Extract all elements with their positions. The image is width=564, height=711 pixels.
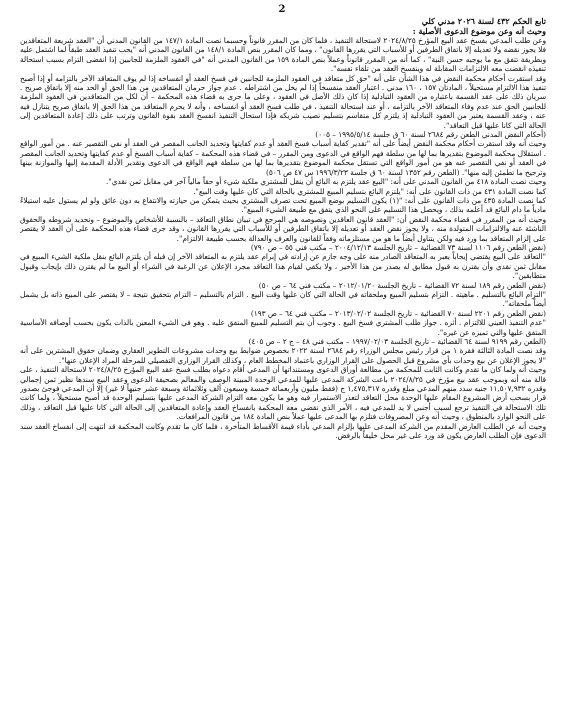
paragraph: (أحكام النقض المدني الطعن رقم ٢٦٨٤ لسنة ٦٠ ق جلسة ١٩٩٥/٥/١٤ – ٠٠٥) xyxy=(315,130,546,140)
paragraph: "عدم التنفيذ العيني للالتزام . أثره . جواز طلب المشتري فسخ البيع . وجوب أن يتم التسليم للمبيع المتفق عليه . وهو في الشيء المعين بالذات يكون بحسب أوصافه الأساسية المتفق عليها والتي تميزه عن غيره". xyxy=(20,318,546,337)
document-body xyxy=(20,16,546,707)
paragraph: كما نصت المادة ٤٣٥ من ذات القانون على أنه: "(١) يكون التسليم بوضع المبيع تحت تصرف المشتري بحيث يتمكن من حيازته والانتفاع به دون عائق ولو لم يستول عليه استيلاءً مادياً ما دام البائع قد أعلمه بذلك ، ويحصل هذا التسليم على النحو الذي يتفق مع طبيعة الشيء المبيع". xyxy=(20,195,546,215)
paragraph: وقد نصت المادة الثالثة فقرة ١ من قرار رئيس مجلس الوزراء رقم ٢٦٨٤ لسنة ٢٠٢٢ بخصوص ضوابط بيع وحدات مشروعات التطوير العقاري وضمان حقوق المشترين على أنه "لا يجوز الإعلان عن بيع وحدات بأي مشروع قبل الحصول على القرار الوزاري باعتماد المخطط العام ، وكذلك القرار الوزاري التفصيلي للمرحلة المراد الإعلان عنها". xyxy=(20,346,546,365)
paragraph: (نقض الطعن رقم ٢٢٠١ لسنة ٧٠ القضائية – تاريخ الجلسة ٢٠١٣/٠٢/٠٢ – مكتب فني ٦٤ – ص ١٩٣) xyxy=(250,308,546,318)
paragraph: وقد استقرت أحكام محكمة النقض في هذا الشأن على أنه "حق كل متعاقد في العقود الملزمة للجانبين في فسخ العقد أو انفساخه إذا لم يوف المتعاقد الآخر بالتزامه أو إذا أصبح تنفيذ هذا الالتزام مستحيلاً ، المادتان ١٥٧ ، ١٦٠ مدني . اعتبار العقد منفسخاً إذا لم يخل من اشتراطه . عدم جواز حرمان المتعاقدين من هذا الحق أو الحد منه إلا باتفاق صريح . سريان ذلك على عقد القسمة باعتباره من العقود التبادلية إذا كان ذلك الأصل في العقود ، وعلى ما جرى به قضاء هذه المحكمة – أن لكل من المتعاقدين في العقود الملزمة للجانبين الحق عند عدم وفاء المتعاقد الآخر بالتزامه ، أو عند استحالة التنفيذ ، في طلب فسخ العقد أو انفساخه ، وأنه لا يحرم المتعاقد من هذا الحق إلا باتفاق صريح يتنازل فيه عنه ، وعقد القسمة يعتبر من العقود التبادلية إذ يلتزم كل متقاسم بتسليم نصيب شريكه فإذا استحال التنفيذ انفسخ العقد بقوة القانون وترتب على ذلك إعادة المتعاقدين إلى الحالة التي كانا عليها قبل التعاقد". xyxy=(20,73,546,130)
paragraph: وحيث أنه ولما كان ما تقدم وكانت الثابت للمحكمة من مطالعة أوراق الدعوى ومستنداتها أن المدعي أقام دعواه بطلب فسخ عقد البيع المؤرخ ٢٠٢٤/٨/٢٥ لاستحالة التنفيذ ، على قالة منه أنه وبموجب عقد بيع مؤرخ في ٢٠٢٤/٨/٢٥ باعت الشركة المدعى عليها للمدعي الوحدة المبينة الوصف والمعالم بصحيفة الدعوى وعقد البيع سندها نظير ثمن إجمالي وقدره ١١,٥٠٧,٩٣٢ جنيه سدد منهم المدعي مبلغ وقدره ١,٤٧٥,٣١٧ ج (فقط مليون وأربعمائة خمسة وسبعون ألف وثلاثمائة وسبعة عشر جنيهاً لا غير) إلا أن المدعي فوجئ بصدور قرار بسحب أرض المشروع المقام عليها الوحدة محل التعاقد لتعذر الاستمرار فيه وهو ما يكون معه التزام الشركة المدعى عليها بتسليم الوحدة قد أصبح مستحيلاً ، ولما كانت تلك الاستحالة في التنفيذ ترجع لسبب أجنبي لا يد للمدعي فيه ، الأمر الذي تقضي معه المحكمة بانفساخ العقد وإعادة المتعاقدين إلى الحالة التي كانا عليها قبل التعاقد ، وذلك على النحو الوارد بالمنطوق ، وحيث أنه وعن المصروفات فتلزم بها المدعى عليها عملاً بنص المادة ١٨٤ من قانون المرافعات. xyxy=(20,365,546,422)
document-header-title: تابع الحكم ٤٣٢ لسنة ٢٠٢٦ مدني كلي xyxy=(421,16,546,26)
paragraph: (الطعن رقم ٩١٩٩ لسنة ٦٤ القضائية – تاريخ الجلسة ١٩٩٧/٠٢/٠٣ – مكتب فني ٤٨ – ج ٢ – ص ٤٠٥) xyxy=(248,337,546,346)
paragraph: وعن طلب المدعي بفسخ عقد البيع المؤرخ ٢٠٢٤/٨/٢٥ لاستحالة التنفيذ ، فلما كان من المقرر قانوناً وحسبما نصت المادة ١٤٧/١ من القانون المدني أن "العقد شريعة المتعاقدين فلا يجوز نقضه ولا تعديله إلا باتفاق الطرفين أو للأسباب التي يقررها القانون" ، ومما كان المقرر بنص المادة ١٤٨/١ من القانون المدني أنه "يجب تنفيذ العقد طبقاً لما اشتمل عليه وبطريقة تتفق مع ما يوجبه حسن النية" ، كما أنه من المقرر قانوناً وعملاً بنص المادة ١٥٩ من القانون المدني أنه "في العقود الملزمة للجانبين إذا انقضى التزام بسبب استحالة تنفيذه انقضت معه الالتزامات المقابلة له وينفسخ العقد من تلقاء نفسه". xyxy=(20,36,546,74)
paragraph: (نقض الطعن رقم ١٨٩ لسنة ٧٢ القضائية – تاريخ الجلسة ٢٠١٢/٠١/٢٠ – مكتب فني ٦٤ – ص ٥٠) xyxy=(258,280,546,290)
paragraph-list xyxy=(20,36,546,440)
paragraph: وحيث أنه وقد استقرت أحكام محكمة النقض أيضاً على أنه "تقدير كفاية أسباب فسخ العقد أو عدم كفايتها وتحديد الجانب المقصر في العقد أو نفي التقصير عنه . من أمور الواقع . استقلال محكمة الموضوع بتقديرها بما لها من سلطة فهم الواقع في الدعوى ومن المقرر – في قضاء هذه المحكمة – كفاية أسباب الفسخ أو عدم كفايتها وتحديد الجانب المقصر في العقد أو نفي التقصير عنه هو من أمور الواقع التي تستقل محكمة الموضوع بتقديرها بما لها من سلطة فهم الواقع في الدعوى وتقدير الأدلة المقدمة إليها والموازنة بينها وترجيح ما تطمئن إليه منها". (الطعن رقم ١٣٥٢ لسنة ٦٠ ق جلسة ١٩٩٦/٣/٢٣ س ٤٧ ص ٥٠٦) xyxy=(20,139,546,177)
page-number: 2 xyxy=(278,4,286,15)
paragraph: كما نصت المادة ٤٣١ من ذات القانون على أنه: "يلتزم البائع بتسليم المبيع للمشتري بالحالة التي كان عليها وقت البيع". xyxy=(193,186,546,196)
document-header-subtitle: وحيث أنه وعن موضوع الدعوى الأصلية : xyxy=(412,26,546,36)
paragraph: وحيث نصت المادة ٤١٨ من القانون المدني على أنه: "البيع عقد يلتزم به البائع أن ينقل للمشتري ملكية شيء أو حقاً مالياً آخر في مقابل ثمن نقدي". xyxy=(106,177,546,187)
paragraph: (نقض الطعن رقم ١١٠٦ لسنة ٧٣ القضائية – تاريخ الجلسة ٢٠٠٤/١٢/١٣ – مكتب فني ٥٥ – ص ٧٩٠) xyxy=(250,242,546,252)
paragraph: "التعاقد على البيع يقتضي إيجاباً يعبر به المتعاقد الصادر منه على وجه جازم عن إرادته في إبرام عقد يلتزم به المتعاقد الآخر إن قبله أن يلتزم البائع بنقل ملكية الشيء المبيع في مقابل ثمن نقدي وأن يقترن به قبول مطابق له يصدر من هذا الأخير ، ولا يكفي لقيام هذا التعاقد مجرد الإعلان عن الرغبة في الشراء أو البيع ما لم يقترن ذلك بإيجاب وقبول متطابقين". xyxy=(20,252,546,281)
paragraph: وحيث أنه عن الطلب العارض المقدم من الشركة المدعى عليها بإلزام المدعي بأداء قيمة الأقساط المتأخرة ، فلما كان ما تقدم وكانت المحكمة قد انتهت إلى انفساخ العقد سند الدعوى فإن الطلب العارض يكون قد ورد على غير محل خليقاً بالرفض. xyxy=(20,421,546,441)
paragraph: وحيث أنه من المقرر في قضاء محكمة النقض أن: "العقد قانون العاقدين ونصوصه هي المرجع في تبيان نطاق التعاقد – بالنسبة للأشخاص والموضوع – وتحديد شروطه والحقوق الناشئة عنه والالتزامات المتولدة منه ، ولا يجوز نقض العقد أو تعديله إلا باتفاق الطرفين أو للأسباب التي يقررها القانون ، وقد جرى قضاء هذه المحكمة على أن العقد لا يقتصر على إلزام المتعاقد بما ورد فيه ولكن يتناول أيضاً ما هو من مستلزماته وفقاً للقانون والعرف والعدالة بحسب طبيعة الالتزام". xyxy=(20,214,546,243)
paragraph: "التزام البائع بالتسليم . ماهيته . التزام بتسليم المبيع وملحقاته في الحالة التي كان عليها وقت البيع . التزام بالتسليم – التزام بتحقيق نتيجة – لا يقتصر على المبيع ذاته بل يشمل أيضاً ملحقاته". xyxy=(20,289,546,309)
